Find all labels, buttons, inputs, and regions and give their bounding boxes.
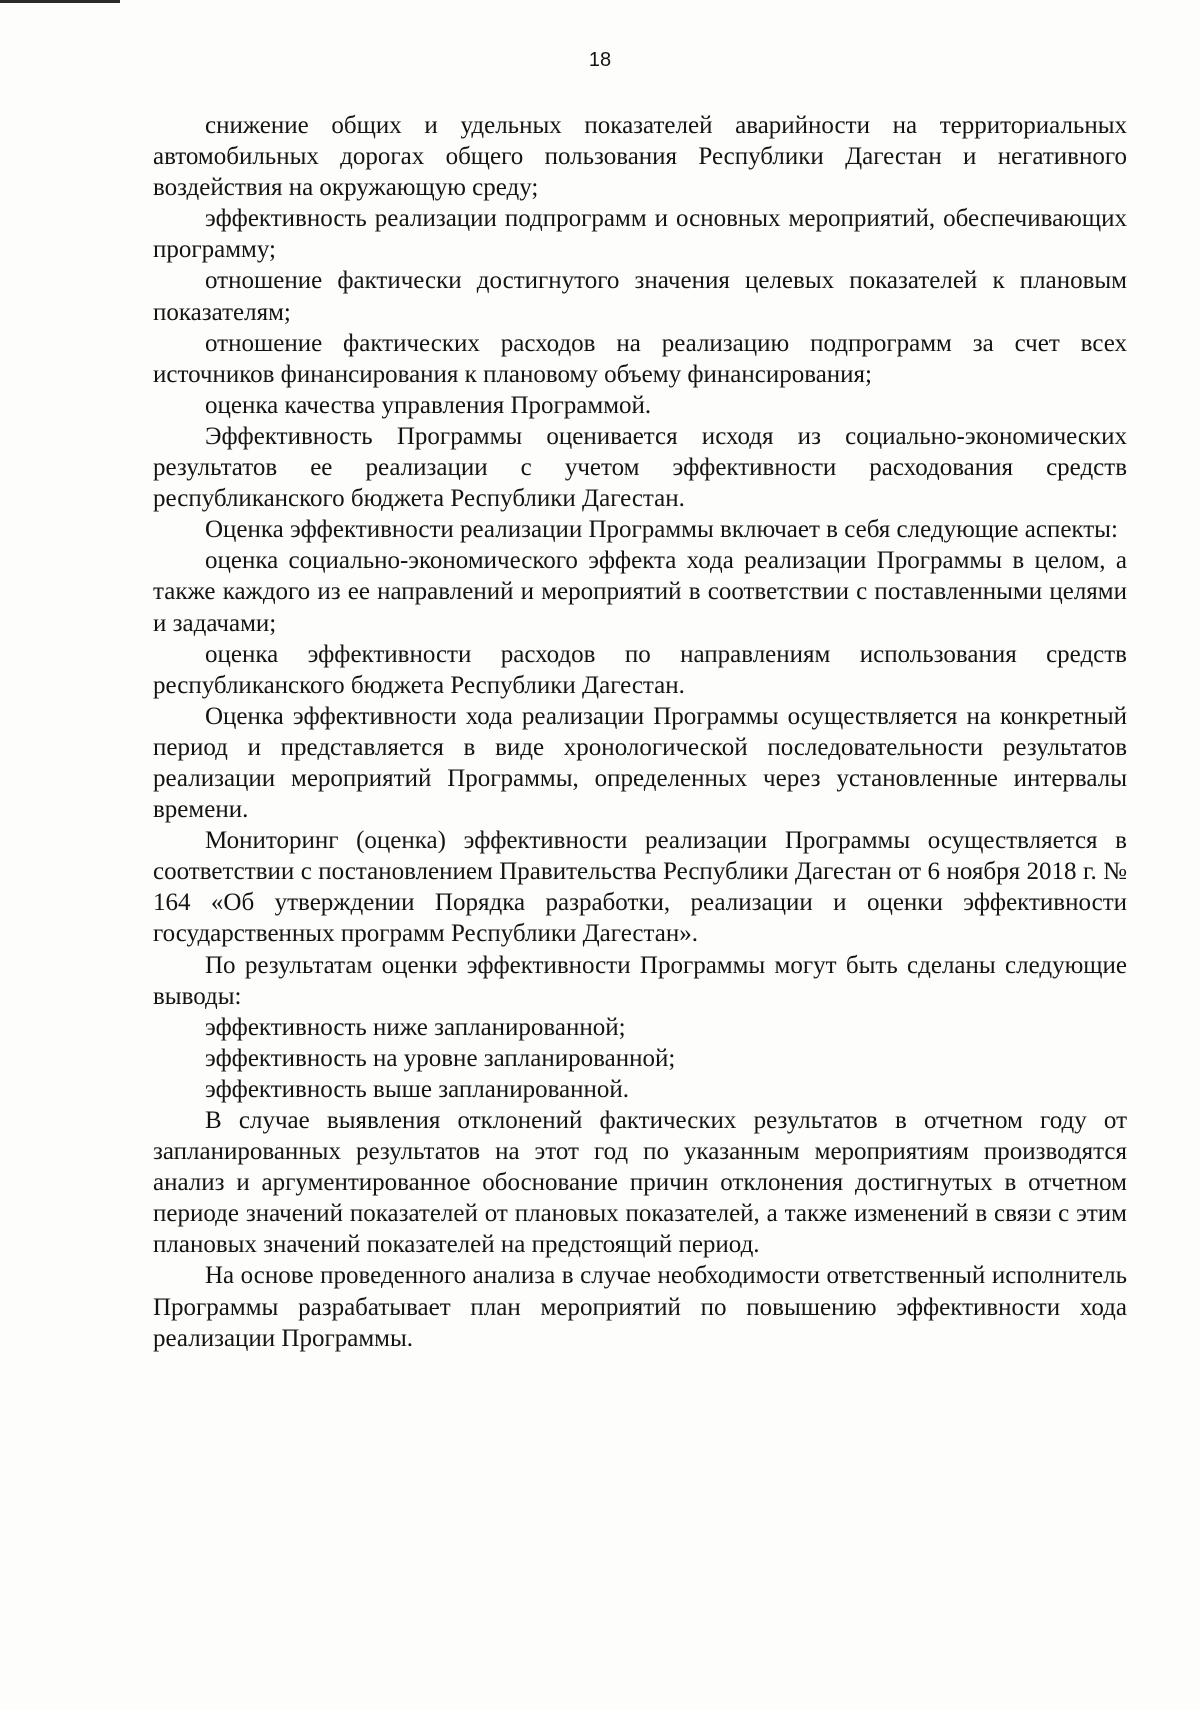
paragraph: оценка эффективности расходов по направлениям использования средств республиканского бюджета Республики Дагестан. bbox=[153, 640, 1127, 699]
paragraph: отношение фактических расходов на реализацию подпрограмм за счет всех источников финансирования к плановому объему финансирования; bbox=[153, 329, 1127, 388]
paragraph: На основе проведенного анализа в случае необходимости ответственный исполнитель Программы разрабатывает план мероприятий по повышению эффективности хода реализации Программы. bbox=[153, 1262, 1127, 1352]
paragraph: эффективность выше запланированной. bbox=[205, 1075, 630, 1103]
paragraph: эффективность ниже запланированной; bbox=[205, 1013, 626, 1041]
page-number: 18 bbox=[588, 49, 612, 71]
paragraph: Мониторинг (оценка) эффективности реализации Программы осуществляется в соответствии с постановлением Правительства Республики Дагестан от 6 ноября 2018 г. № 164 «Об утверждении Порядка разработки, реализации и оценки эффективности государственных программ Республики Дагестан». bbox=[153, 827, 1127, 948]
paragraph: отношение фактически достигнутого значения целевых показателей к плановым показателям; bbox=[153, 267, 1127, 326]
document-body bbox=[153, 110, 1127, 1354]
paragraph: оценка качества управления Программой. bbox=[205, 391, 652, 419]
scan-edge-mark bbox=[0, 0, 120, 3]
paragraph: По результатам оценки эффективности Программы могут быть сделаны следующие выводы: bbox=[153, 951, 1127, 1010]
paragraph: снижение общих и удельных показателей аварийности на территориальных автомобильных дорогах общего пользования Республики Дагестан и негативного воздействия на окружающую среду; bbox=[153, 112, 1127, 202]
paragraph: Эффективность Программы оценивается исходя из социально-экономических результатов ее реализации с учетом эффективности расходования средств республиканского бюджета Республики Дагестан. bbox=[153, 422, 1127, 513]
paragraph: Оценка эффективности хода реализации Программы осуществляется на конкретный период и представляется в виде хронологической последовательности результатов реализации мероприятий Программы, определенных через установленные интервалы времени. bbox=[153, 702, 1127, 824]
paragraph: эффективность реализации подпрограмм и основных мероприятий, обеспечивающих программу; bbox=[153, 205, 1127, 264]
paragraph: В случае выявления отклонений фактических результатов в отчетном году от запланированных результатов на этот год по указанным мероприятиям производятся анализ и аргументированное обоснование причин отклонения достигнутых в отчетном периоде значений показателей от плановых показателей, а также изменений в связи с этим плановых значений показателей на предстоящий период. bbox=[153, 1107, 1127, 1259]
paragraph: оценка социально-экономического эффекта хода реализации Программы в целом, а также каждого из ее направлений и мероприятий в соответствии с поставленными целями и задачами; bbox=[153, 547, 1127, 637]
paragraph: эффективность на уровне запланированной; bbox=[205, 1044, 676, 1072]
paragraph: Оценка эффективности реализации Программы включает в себя следующие аспекты: bbox=[205, 516, 1118, 544]
